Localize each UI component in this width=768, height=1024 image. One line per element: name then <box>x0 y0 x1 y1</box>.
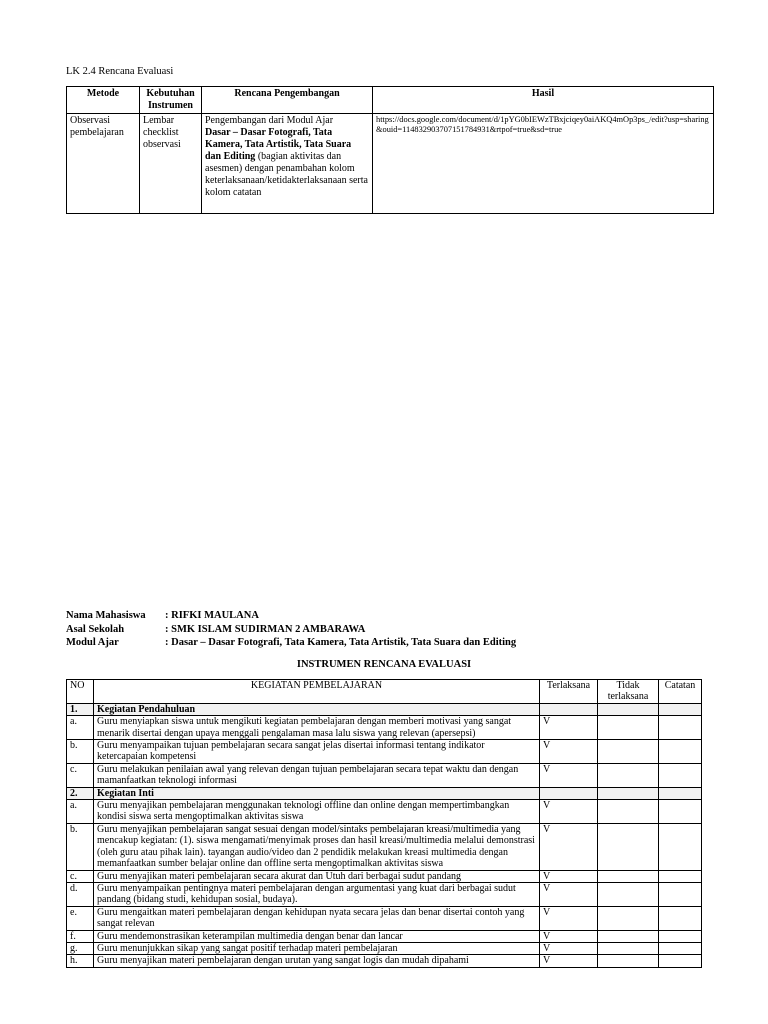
student-info <box>66 609 516 650</box>
item-letter: c. <box>67 763 94 787</box>
evaluation-plan-table <box>66 86 714 214</box>
terlaksana-mark: V <box>540 930 598 942</box>
rencana-detail: (bagian aktivitas dan asesmen) dengan penambahan kolom keterlaksanaan/ketidakterlaksanaan serta kolom catatan <box>205 151 368 198</box>
catatan-cell <box>659 882 702 906</box>
info-value: : RIFKI MAULANA <box>165 610 259 621</box>
tidak-terlaksana-mark <box>598 882 659 906</box>
cell-rencana <box>202 114 373 214</box>
item-activity: Guru menyajikan pembelajaran menggunakan teknologi offline dan online dengan mempertimbangkan kondisi siswa serta mengoptimalkan aktivitas siswa <box>94 800 540 824</box>
rencana-intro: Pengembangan dari Modul Ajar <box>205 115 334 126</box>
terlaksana-mark: V <box>540 763 598 787</box>
item-activity: Guru menyajikan pembelajaran sangat sesuai dengan model/sintaks pembelajaran kreasi/multimedia yang mencakup kegiatan: (1). siswa mengamati/menyimak proses dan hasil kreasi/multimedia melalui demonstrasi (oleh guru atau pihak lain). tayangan audio/video dan 2 pendidik melakukan kreasi multimedia dengan memanfaatkan sumber belajar online dan offline serta mengoptimalkan aktivitas siswa <box>94 823 540 870</box>
section-empty-cell <box>659 787 702 799</box>
item-activity: Guru menyampaikan pentingnya materi pembelajaran dengan argumentasi yang kuat dari berbagai sudut pandang (bidang studi, kehidupan sosial, budaya). <box>94 882 540 906</box>
instrument-table-body <box>67 703 702 967</box>
item-letter: f. <box>67 930 94 942</box>
item-letter: c. <box>67 870 94 882</box>
header-terlaksana: Terlaksana <box>540 680 598 704</box>
catatan-cell <box>659 955 702 967</box>
catatan-cell <box>659 716 702 740</box>
catatan-cell <box>659 906 702 930</box>
terlaksana-mark: V <box>540 955 598 967</box>
lk-title: LK 2.4 Rencana Evaluasi <box>66 66 174 77</box>
catatan-cell <box>659 870 702 882</box>
info-label: Modul Ajar <box>66 637 119 648</box>
table-row <box>67 870 702 882</box>
header-metode: Metode <box>67 87 140 114</box>
catatan-cell <box>659 942 702 954</box>
table-row <box>67 882 702 906</box>
table-row <box>67 740 702 764</box>
instrument-table <box>66 679 702 968</box>
header-catatan: Catatan <box>659 680 702 704</box>
section-row <box>67 703 702 715</box>
cell-hasil-link[interactable]: https://docs.google.com/document/d/1pYG0bIEWzTBxjciqey0aiAKQ4mOp3ps_/edit?usp=sharing&ouid=114832903707151784931&rtpof=true&sd=true <box>373 114 714 214</box>
terlaksana-mark: V <box>540 800 598 824</box>
rencana-module-name: Dasar – Dasar Fotografi, Tata Kamera, Tata Artistik, Tata Suara dan Editing <box>205 127 352 162</box>
instrument-title: INSTRUMEN RENCANA EVALUASI <box>296 659 472 670</box>
info-row-sekolah <box>66 623 516 637</box>
terlaksana-mark: V <box>540 740 598 764</box>
info-label: Nama Mahasiswa <box>66 610 146 621</box>
table-row <box>67 763 702 787</box>
info-row-nama <box>66 609 516 623</box>
tidak-terlaksana-mark <box>598 955 659 967</box>
header-hasil: Hasil <box>373 87 714 114</box>
catatan-cell <box>659 800 702 824</box>
tidak-terlaksana-mark <box>598 823 659 870</box>
cell-kebutuhan: Lembar checklist observasi <box>140 114 202 214</box>
item-activity: Guru menyiapkan siswa untuk mengikuti kegiatan pembelajaran dengan memberi motivasi yang sangat menarik disertai dengan upaya menggali pengalaman masa lalu siswa yang relevan (apersepsi) <box>94 716 540 740</box>
item-activity: Guru menyajikan materi pembelajaran secara akurat dan Utuh dari berbagai sudut pandang <box>94 870 540 882</box>
section-empty-cell <box>598 703 659 715</box>
item-letter: b. <box>67 740 94 764</box>
table-row <box>67 955 702 967</box>
section-title: Kegiatan Inti <box>94 787 540 799</box>
tidak-terlaksana-mark <box>598 930 659 942</box>
table-row <box>67 930 702 942</box>
item-letter: d. <box>67 882 94 906</box>
terlaksana-mark: V <box>540 906 598 930</box>
item-activity: Guru menyampaikan tujuan pembelajaran secara sangat jelas disertai informasi tentang indikator ketercapaian kompetensi <box>94 740 540 764</box>
item-activity: Guru mendemonstrasikan keterampilan multimedia dengan benar dan lancar <box>94 930 540 942</box>
table-row <box>67 800 702 824</box>
tidak-terlaksana-mark <box>598 740 659 764</box>
section-empty-cell <box>540 787 598 799</box>
header-no: NO <box>67 680 94 704</box>
item-letter: e. <box>67 906 94 930</box>
item-letter: h. <box>67 955 94 967</box>
table-row <box>67 716 702 740</box>
terlaksana-mark: V <box>540 823 598 870</box>
header-kegiatan: KEGIATAN PEMBELAJARAN <box>94 680 540 704</box>
item-activity: Guru menyajikan materi pembelajaran dengan urutan yang sangat logis dan mudah dipahami <box>94 955 540 967</box>
item-letter: a. <box>67 800 94 824</box>
terlaksana-mark: V <box>540 870 598 882</box>
table-row <box>67 942 702 954</box>
catatan-cell <box>659 740 702 764</box>
tidak-terlaksana-mark <box>598 800 659 824</box>
catatan-cell <box>659 763 702 787</box>
item-letter: a. <box>67 716 94 740</box>
item-activity: Guru menunjukkan sikap yang sangat positif terhadap materi pembelajaran <box>94 942 540 954</box>
table-row <box>67 823 702 870</box>
terlaksana-mark: V <box>540 716 598 740</box>
section-title: Kegiatan Pendahuluan <box>94 703 540 715</box>
item-activity: Guru melakukan penilaian awal yang relevan dengan tujuan pembelajaran secara tepat waktu dan dengan mamanfaatkan teknologi informasi <box>94 763 540 787</box>
item-activity: Guru mengaitkan materi pembelajaran dengan kehidupan nyata secara jelas dan benar disertai contoh yang sangat relevan <box>94 906 540 930</box>
info-value: : Dasar – Dasar Fotografi, Tata Kamera, Tata Artistik, Tata Suara dan Editing <box>165 637 517 648</box>
tidak-terlaksana-mark <box>598 870 659 882</box>
header-tidak-terlaksana: Tidak terlaksana <box>598 680 659 704</box>
cell-metode: Observasi pembelajaran <box>67 114 140 214</box>
info-label: Asal Sekolah <box>66 623 125 635</box>
terlaksana-mark: V <box>540 942 598 954</box>
section-number: 1. <box>67 703 94 715</box>
header-rencana-pengembangan: Rencana Pengembangan <box>202 87 373 114</box>
tidak-terlaksana-mark <box>598 942 659 954</box>
item-letter: g. <box>67 942 94 954</box>
catatan-cell <box>659 823 702 870</box>
table-row <box>67 906 702 930</box>
terlaksana-mark: V <box>540 882 598 906</box>
section-empty-cell <box>659 703 702 715</box>
tidak-terlaksana-mark <box>598 763 659 787</box>
catatan-cell <box>659 930 702 942</box>
info-value: : SMK ISLAM SUDIRMAN 2 AMBARAWA <box>165 623 366 635</box>
tidak-terlaksana-mark <box>598 716 659 740</box>
section-empty-cell <box>598 787 659 799</box>
header-kebutuhan-instrumen: Kebutuhan Instrumen <box>140 87 202 114</box>
section-empty-cell <box>540 703 598 715</box>
info-row-modul <box>66 636 516 650</box>
item-letter: b. <box>67 823 94 870</box>
tidak-terlaksana-mark <box>598 906 659 930</box>
section-row <box>67 787 702 799</box>
section-number: 2. <box>67 787 94 799</box>
